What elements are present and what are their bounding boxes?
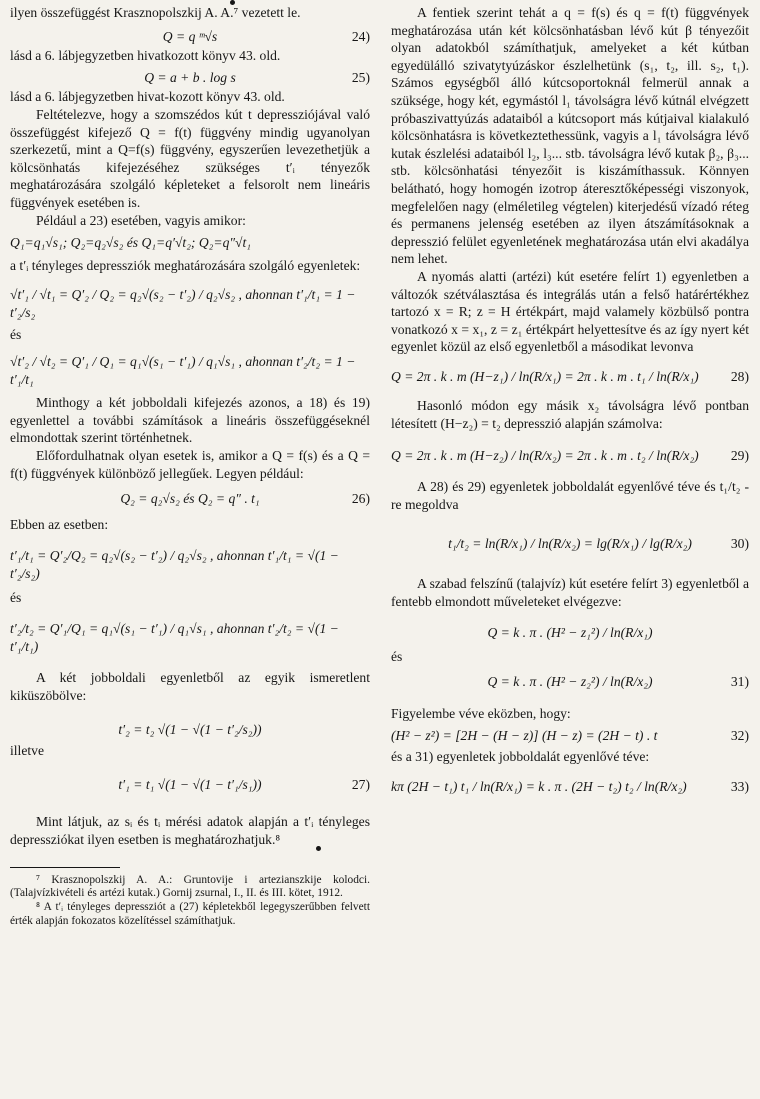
equation-body: Q = a + b . log s	[144, 69, 236, 85]
equation-elimination-1	[10, 721, 370, 739]
left-column	[10, 4, 370, 929]
paragraph: a t′ᵢ tényleges depressziók meghatározására szolgáló egyenletek:	[10, 257, 361, 273]
equation-body: Q = 2π . k . m (H−z₂) / ln(R/x₂) = 2π . k . m . t₂ / ln(R/x₂)	[391, 447, 699, 463]
paragraph: A fentiek szerint tehát a q = f(s) és q = f(t) függvények meghatározása után két kölcsönhatásban lévő kút β tényezőit olyan adatokból számíthatjuk, amelyeket a két kútban egyedülálló szivatytyúzáskor észlelhetünk (s₁, t₂, ill. s₂, t₁). Számos egységből álló kútcsoportoknál felmerül annak a szüksége, hogy két, egymástól l₁ távolságra lévő kútnál elvégzett próbaszivattyúzás adataiból a kútcsoport más kútjaival kialakuló kölcsönhatásra is következtethessünk, vagyis a l₁ távolságra lévő kutak észlelési adataiból l₂, l₃... stb. távolságra lévő kutak β₂, β₃... stb. kölcsönhatási tényezőit is kiszámíthassuk. Könnyen belátható, hogy homogén izotrop áteresztőképességi viszonyok, megfelelően nagy (elméletileg végtelen) kiterjedésű vízadó réteg és permanens jelenség esetében az ilyen átszámításoknak a depresszió felület egyenletének meghatározása után elvi akadálya nem lehet.	[391, 5, 749, 267]
paragraph: Ebben az esetben:	[10, 516, 109, 532]
equation-free-surface-1	[391, 624, 749, 642]
conjunction: illetve	[10, 743, 44, 759]
equation-ratio-1	[10, 286, 370, 321]
paragraph: A két jobboldali egyenletből az egyik ismeretlent kiküszöbölve:	[10, 670, 370, 703]
equation-body: Q = k . π . (H² − z₁²) / ln(R/x₁)	[487, 625, 653, 641]
paragraph: Hasonló módon egy másik x₂ távolságra lévő pontban létesített (H−z₂) = t₂ depresszió alapján számolva:	[391, 398, 749, 432]
paragraph: Például a 23) esetében, vagyis amikor:	[36, 212, 246, 228]
paragraph: Minthogy a két jobboldali kifejezés azonos, a 18) és 19) egyenlettel a további számítások a lineáris összefüggéseknél elmondottak szerint történhetnek.	[10, 395, 370, 446]
equation-32	[391, 727, 749, 745]
conjunction: és	[391, 648, 403, 664]
equation-body: Q = k . π . (H² − z₂²) / ln(R/x₂)	[487, 674, 653, 690]
equation-30	[391, 535, 749, 553]
equation-body: t′₁/t₁ = Q′₂/Q₂ = q₂√(s₂ − t′₂) / q₂√s₂ , ahonnan t′₁/t₁ = √(1 − t′₂/s₂)	[10, 548, 339, 582]
paragraph: A nyomás alatti (artézi) kút esetére felírt 1) egyenletben a változók szétválasztása és integrálás után a felső határértékhez tartozó x = R; z = H értékpárt, majd valamely közbülső pontra vonatkozó x = x₁, z = z₁ értékpárt helyettesítve és az így nyert két egyenlet közül az első egyenletből a másodikat levonva	[391, 268, 749, 355]
equation-31	[391, 673, 749, 691]
equation-number: 25)	[351, 69, 370, 85]
equation-number: 26)	[351, 491, 370, 507]
equation-29	[391, 447, 749, 465]
equation-number: 33)	[730, 778, 749, 794]
equation-body: Q₁=q₁√s₁; Q₂=q₂√s₂ és Q₁=q′√t₂; Q₂=q″√t₁	[10, 235, 251, 251]
equation-33	[391, 778, 749, 796]
right-column	[391, 4, 749, 807]
equation-number: 29)	[730, 447, 749, 463]
equation-body: √t′₁ / √t₁ = Q′₂ / Q₂ = q₂√(s₂ − t′₂) / q₂√s₂ , ahonnan t′₁/t₁ = 1 − t′₂/s₂	[10, 287, 356, 320]
paragraph: A 28) és 29) egyenletek jobboldalát egyenlővé téve és t₁/t₂ -re megoldva	[391, 479, 749, 512]
equation-body: t′₂/t₂ = Q′₁/Q₁ = q₁√(s₁ − t′₁) / q₁√s₁ , ahonnan t′₂/t₂ = √(1 − t′₁/t₁)	[10, 621, 339, 654]
paragraph: ilyen összefüggést Krasznopolszkij A. A.⁷ vezetett le.	[10, 5, 301, 20]
equation-number: 27)	[351, 776, 370, 792]
equation-body: √t′₂ / √t₂ = Q′₁ / Q₁ = q₁√(s₁ − t′₁) / q₁√s₁ , ahonnan t′₂/t₂ = 1 − t′₁/t₁	[10, 354, 356, 387]
equation-body: Q = q ᵐ√s	[162, 28, 218, 44]
equation-body: Q = 2π . k . m (H−z₁) / ln(R/x₁) = 2π . k . m . t₁ / ln(R/x₁)	[391, 368, 699, 384]
equation-body: t′₂ = t₂ √(1 − √(1 − t′₂/s₂))	[118, 721, 262, 737]
equation-28	[391, 368, 749, 386]
paragraph: Feltételezve, hogy a szomszédos kút t depressziójával való összefüggést kifejező Q = f(t) függvény mindig ugyanolyan szerkezetű, mint a Q=f(s) függvény, egyszerűen levezethetjük a kölcsönhatás kifejezéséhez szükséges t′ᵢ tényezők meghatározására szolgáló képleteket a felsorolt nem lineáris függvények esetében is.	[10, 106, 370, 210]
footnote-divider	[10, 867, 120, 868]
equation-ratio-2	[10, 353, 370, 388]
equation-number: 31)	[730, 674, 749, 690]
equation-body: (H² − z²) = [2H − (H − z)] (H − z) = (2H − t) . t	[391, 727, 658, 743]
footnote-7: ⁷ Krasznopolszkij A. A.: Gruntovije i artezianszkije kolodci. (Talajvízkivételi és artézi kutak.) Gornij zsurnal, I., II. és III. kötet, 1912.	[10, 873, 370, 900]
equation-ratio-3	[10, 547, 370, 582]
paragraph: és a 31) egyenletek jobboldalát egyenlővé téve:	[391, 749, 650, 765]
equation-number: 32)	[730, 727, 749, 743]
equation-24	[10, 28, 370, 46]
paragraph: Előfordulhatnak olyan esetek is, amikor a Q = f(s) és a Q = f(t) függvények különböző jellegűek. Legyen például:	[10, 448, 370, 481]
equation-25	[10, 69, 370, 87]
footnote-8: ⁸ A t′ᵢ tényleges depressziót a (27) képletekből legegyszerűbben felvett érték alapján fokozatos közelítéssel számíthatjuk.	[10, 901, 370, 927]
equation-system	[10, 234, 370, 252]
equation-26	[10, 490, 370, 508]
paragraph: lásd a 6. lábjegyzetben hivat-kozott könyv 43. old.	[10, 89, 285, 105]
equation-body: kπ (2H − t₁) t₁ / ln(R/x₁) = k . π . (2H − t₂) t₂ / ln(R/x₂)	[391, 778, 687, 794]
conjunction: és	[10, 589, 22, 605]
paragraph: A szabad felszínű (talajvíz) kút esetére felírt 3) egyenletből a fentebb elmondott műveleteket elvégezve:	[391, 576, 749, 609]
equation-body: t₁/t₂ = ln(R/x₁) / ln(R/x₂) = lg(R/x₁) / lg(R/x₂)	[448, 536, 692, 552]
equation-body: t′₁ = t₁ √(1 − √(1 − t′₁/s₁))	[118, 776, 262, 792]
paragraph: Figyelembe véve eközben, hogy:	[391, 706, 571, 721]
equation-number: 30)	[730, 536, 749, 552]
equation-number: 28)	[730, 368, 749, 384]
paragraph: lásd a 6. lábjegyzetben hivatkozott könyv 43. old.	[10, 48, 281, 64]
equation-number: 24)	[351, 28, 370, 44]
paragraph: Mint látjuk, az sᵢ és tᵢ mérési adatok alapján a t′ᵢ tényleges depressziókat ilyen esetben is meghatározhatjuk.⁸	[10, 814, 370, 847]
equation-27	[10, 776, 370, 794]
equation-ratio-4	[10, 620, 370, 655]
conjunction: és	[10, 326, 22, 342]
equation-body: Q₂ = q₂√s₂ és Q₂ = q″ . t₁	[120, 491, 260, 507]
